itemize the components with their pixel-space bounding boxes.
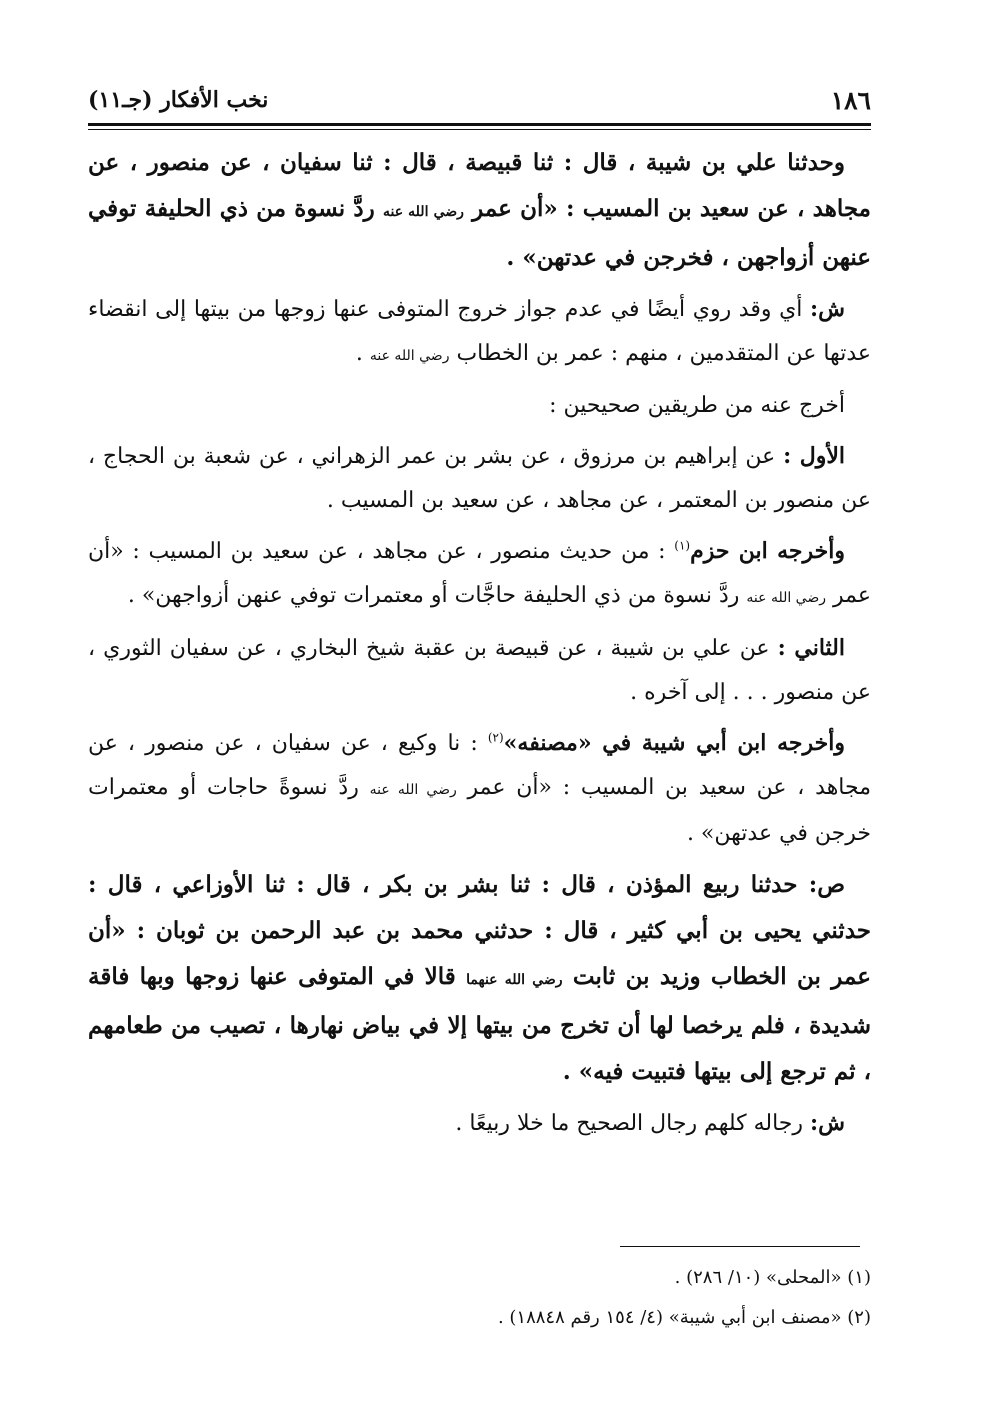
paragraph-text: وحدثنا علي بن شيبة ، قال : ثنا قبيصة ، قال : ثنا سفيان ، عن منصور ، عن مجاهد ، عن سعيد بن المسيب : «أن عمر	[88, 149, 872, 222]
paragraph-label: ص:	[808, 871, 845, 898]
paragraph-text: ردَّ نسوةً حاجات أو معتمرات خرجن في عدتهن» .	[88, 775, 871, 846]
header-rule	[88, 123, 871, 126]
paragraph	[88, 626, 871, 715]
paragraph	[88, 529, 871, 620]
paragraph-text: : من حديث منصور ، عن مجاهد ، عن سعيد بن المسيب : «أن عمر	[88, 539, 871, 608]
paragraph-text: عن علي بن شيبة ، عن قبيصة بن عقبة شيخ البخاري ، عن سفيان الثوري ، عن منصور . . . إلى آخره .	[88, 636, 871, 705]
honorific-glyph: رضي الله عنه	[746, 590, 827, 606]
footnotes	[88, 1258, 871, 1338]
page-number: ١٨٦	[830, 85, 871, 115]
paragraph-label: ش:	[810, 296, 845, 322]
paragraph-label: وأخرجه ابن حزم	[690, 538, 845, 564]
paragraph-text: رجاله كلهم رجال الصحيح ما خلا ربيعًا .	[455, 1111, 811, 1136]
paragraph-text: : نا وكيع ، عن سفيان ، عن منصور ، عن مجاهد ، عن سعيد بن المسيب : «أن عمر	[88, 731, 871, 800]
footnote: (٢) «مصنف ابن أبي شيبة» (٤/ ١٥٤ رقم ١٨٨٤٨) .	[497, 1307, 871, 1328]
paragraph-text: .	[355, 341, 370, 366]
paragraph	[88, 1101, 871, 1146]
running-title: نخب الأفكار (جـ١١)	[88, 87, 269, 113]
paragraph	[88, 721, 871, 856]
paragraph-text: عن إبراهيم بن مرزوق ، عن بشر بن عمر الزهراني ، عن شعبة بن الحجاج ، عن منصور بن المعتمر ، عن مجاهد ، عن سعيد بن المسيب .	[88, 444, 871, 513]
paragraph-text: ردَّ نسوة من ذي الحليفة توفي عنهن أزواجهن ، فخرجن في عدتهن» .	[88, 195, 871, 271]
paragraph	[88, 384, 871, 428]
paragraph	[88, 287, 871, 378]
honorific-glyph: رضي الله عنه	[369, 348, 450, 364]
paragraph-text: أخرج عنه من طريقين صحيحين :	[549, 393, 845, 418]
paragraph-text: قالا في المتوفى عنها زوجها وبها فاقة شديدة ، فلم يرخصا لها أن تخرج من بيتها إلا في بياض نهارها ، تصيب من طعامهم ، ثم ترجع إلى بيتها فتبيت فيه» .	[88, 963, 871, 1085]
page-body	[88, 140, 871, 1152]
paragraph-label: ش:	[810, 1110, 845, 1136]
paragraph-text: حدثنا ربيع المؤذن ، قال : ثنا بشر بن بكر ، قال : ثنا الأوزاعي ، قال : حدثني يحيى بن أبي كثير ، قال : حدثني محمد بن عبد الرحمن بن ثوبان : «أن عمر بن الخطاب وزيد بن ثابت	[88, 871, 871, 990]
footnote-reference: (١)	[674, 538, 691, 553]
paragraph-text: أي وقد روي أيضًا في عدم جواز خروج المتوفى عنها زوجها من بيتها إلى انقضاء عدتها عن المتقدمين ، منهم : عمر بن الخطاب	[88, 297, 871, 366]
honorific-glyph: رضي الله عنهما	[466, 972, 563, 988]
footnote-reference: (٢)	[487, 730, 504, 745]
paragraph-label: وأخرجه ابن أبي شيبة في «مصنفه»	[503, 730, 845, 756]
paragraph	[88, 434, 871, 523]
paragraph	[88, 862, 871, 1095]
header-rule-thin	[88, 129, 871, 130]
paragraph-text: ردَّ نسوة من ذي الحليفة حاجَّات أو معتمرات توفي عنهن أزواجهن» .	[127, 583, 747, 608]
paragraph-label: الثاني :	[777, 635, 845, 661]
honorific-glyph: رضي الله عنه	[369, 782, 457, 798]
footnote-separator	[620, 1246, 860, 1247]
footnote: (١) «المحلى» (١٠/ ٢٨٦) .	[674, 1267, 871, 1288]
paragraph-label: الأول :	[783, 443, 845, 469]
page-header	[88, 76, 871, 124]
honorific-glyph: رضي الله عنه	[382, 204, 464, 220]
paragraph	[88, 140, 871, 281]
